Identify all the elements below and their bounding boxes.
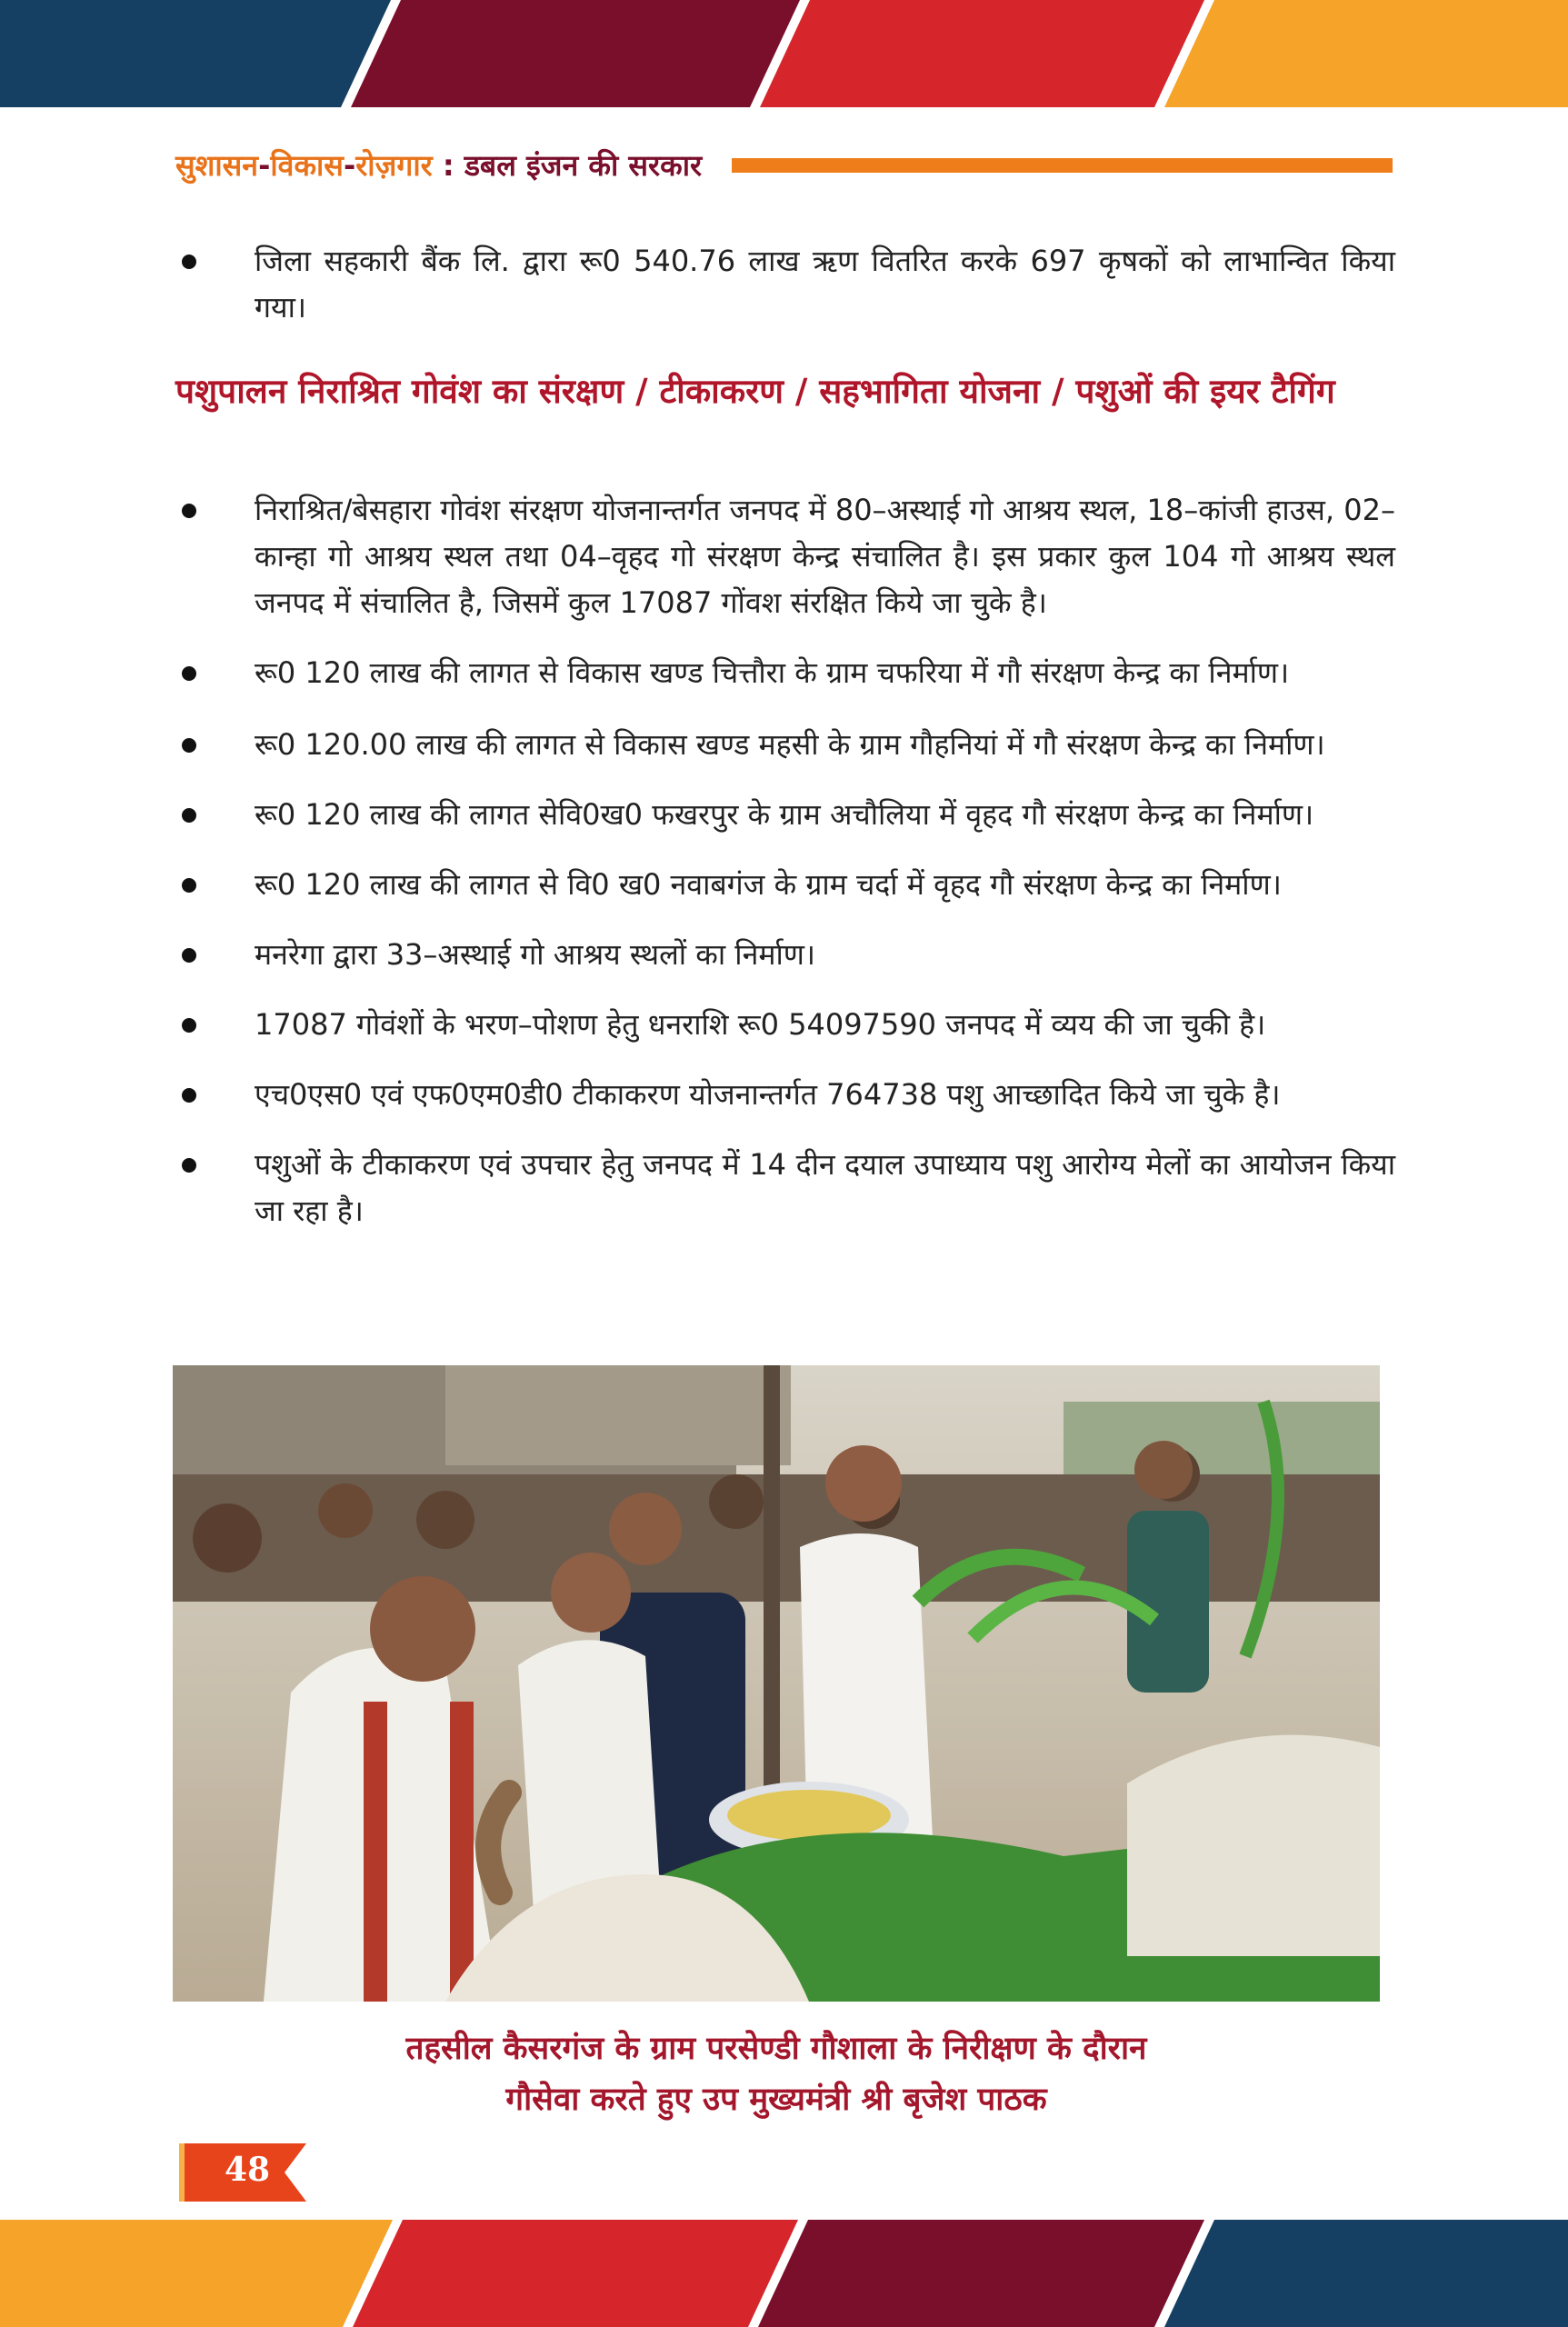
header-rule <box>732 158 1393 173</box>
list-item <box>173 650 1395 696</box>
bullet-dot <box>182 808 196 823</box>
photo-gaushala-inspection <box>173 1365 1380 2002</box>
list-item <box>173 792 1395 838</box>
bullet-dot <box>182 1158 196 1173</box>
photo-caption <box>173 2023 1380 2125</box>
list-item-text: 17087 गोवंशों के भरण–पोशण हेतु धनराशि रू0 54097590 जनपद में व्यय की जा चुकी है। <box>255 1007 1266 1042</box>
list-item <box>173 487 1395 626</box>
list-item-text: जिला सहकारी बैंक लि. द्वारा रू0 540.76 लाख ऋण वितरित करके 697 कृषकों को लाभान्वित किया गया। <box>255 244 1395 325</box>
bullet-dot <box>182 1088 196 1103</box>
bullet-dot <box>182 504 196 518</box>
list-item-text: मनरेगा द्वारा 33–अस्थाई गो आश्रय स्थलों का निर्माण। <box>255 937 816 972</box>
list-item-text: निराश्रित/बेसहारा गोवंश संरक्षण योजनान्तर्गत जनपद में 80–अस्थाई गो आश्रय स्थल, 18–कांजी हाउस, 02–कान्हा गो आश्रय स्थल तथा 04–वृहद गो संरक्षण केन्द्र संचालित है। इस प्रकार कुल 104 गो आश्रय स्थल जनपद में संचालित है, जिसमें कुल 17087 गोंवश संरक्षित किये जा चुके है। <box>255 493 1395 620</box>
list-item-text: रू0 120 लाख की लागत से विकास खण्ड चित्तौरा के ग्राम चफरिया में गौ संरक्षण केन्द्र का निर्माण। <box>255 655 1290 690</box>
photo-caption-line-1: तहसील कैसरगंज के ग्राम परसेण्डी गौशाला के निरीक्षण के दौरान <box>405 2030 1147 2067</box>
header-title <box>175 145 702 185</box>
bullet-dot <box>182 666 196 681</box>
header-separator: - <box>258 148 271 183</box>
header-part-vikas: विकास <box>270 148 344 183</box>
page-number: 48 <box>224 2151 271 2189</box>
section-heading: पशुपालन निराश्रित गोवंश का संरक्षण / टीकाकरण / सहभागिता योजना / पशुओं की इयर टैगिंग <box>175 371 1335 411</box>
list-item <box>173 722 1395 768</box>
list-item-text: रू0 120 लाख की लागत सेवि0ख0 फखरपुर के ग्राम अचौलिया में वृहद गौ संरक्षण केन्द्र का निर्माण। <box>255 797 1314 832</box>
list-item <box>173 238 1395 331</box>
header-part-double-engine: : डबल इंजन की सरकार <box>432 148 703 183</box>
list-item <box>173 1142 1395 1234</box>
bullet-dot <box>182 738 196 753</box>
header-separator: - <box>343 148 356 183</box>
list-item-text: एच0एस0 एवं एफ0एम0डी0 टीकाकरण योजनान्तर्गत 764738 पशु आच्छादित किये जा चुके है। <box>255 1077 1281 1112</box>
list-item-text: रू0 120 लाख की लागत से वि0 ख0 नवाबगंज के ग्राम चर्दा में वृहद गौ संरक्षण केन्द्र का निर्माण। <box>255 867 1282 902</box>
bullet-dot <box>182 948 196 963</box>
photo-caption-line-2: गौसेवा करते हुए उप मुख्यमंत्री श्री बृजेश पाठक <box>505 2081 1047 2118</box>
bottom-decorative-band <box>0 2220 1568 2327</box>
bullet-dot <box>182 878 196 893</box>
list-item-text: पशुओं के टीकाकरण एवं उपचार हेतु जनपद में 14 दीन दयाल उपाध्याय पशु आरोग्य मेलों का आयोजन किया जा रहा है। <box>255 1147 1395 1228</box>
bullet-dot <box>182 1018 196 1033</box>
top-decorative-band <box>0 0 1568 107</box>
list-item <box>173 932 1395 978</box>
header-part-sushasan: सुशासन <box>175 148 259 183</box>
list-item <box>173 862 1395 908</box>
intro-bullet-list <box>173 238 1395 331</box>
bullet-list <box>173 487 1395 1234</box>
list-item-text: रू0 120.00 लाख की लागत से विकास खण्ड महसी के ग्राम गौहनियां में गौ संरक्षण केन्द्र का निर्माण। <box>255 727 1325 762</box>
list-item <box>173 1002 1395 1048</box>
bullet-dot <box>182 255 196 269</box>
list-item <box>173 1072 1395 1118</box>
header-part-rozgar: रोज़गार <box>355 148 433 183</box>
